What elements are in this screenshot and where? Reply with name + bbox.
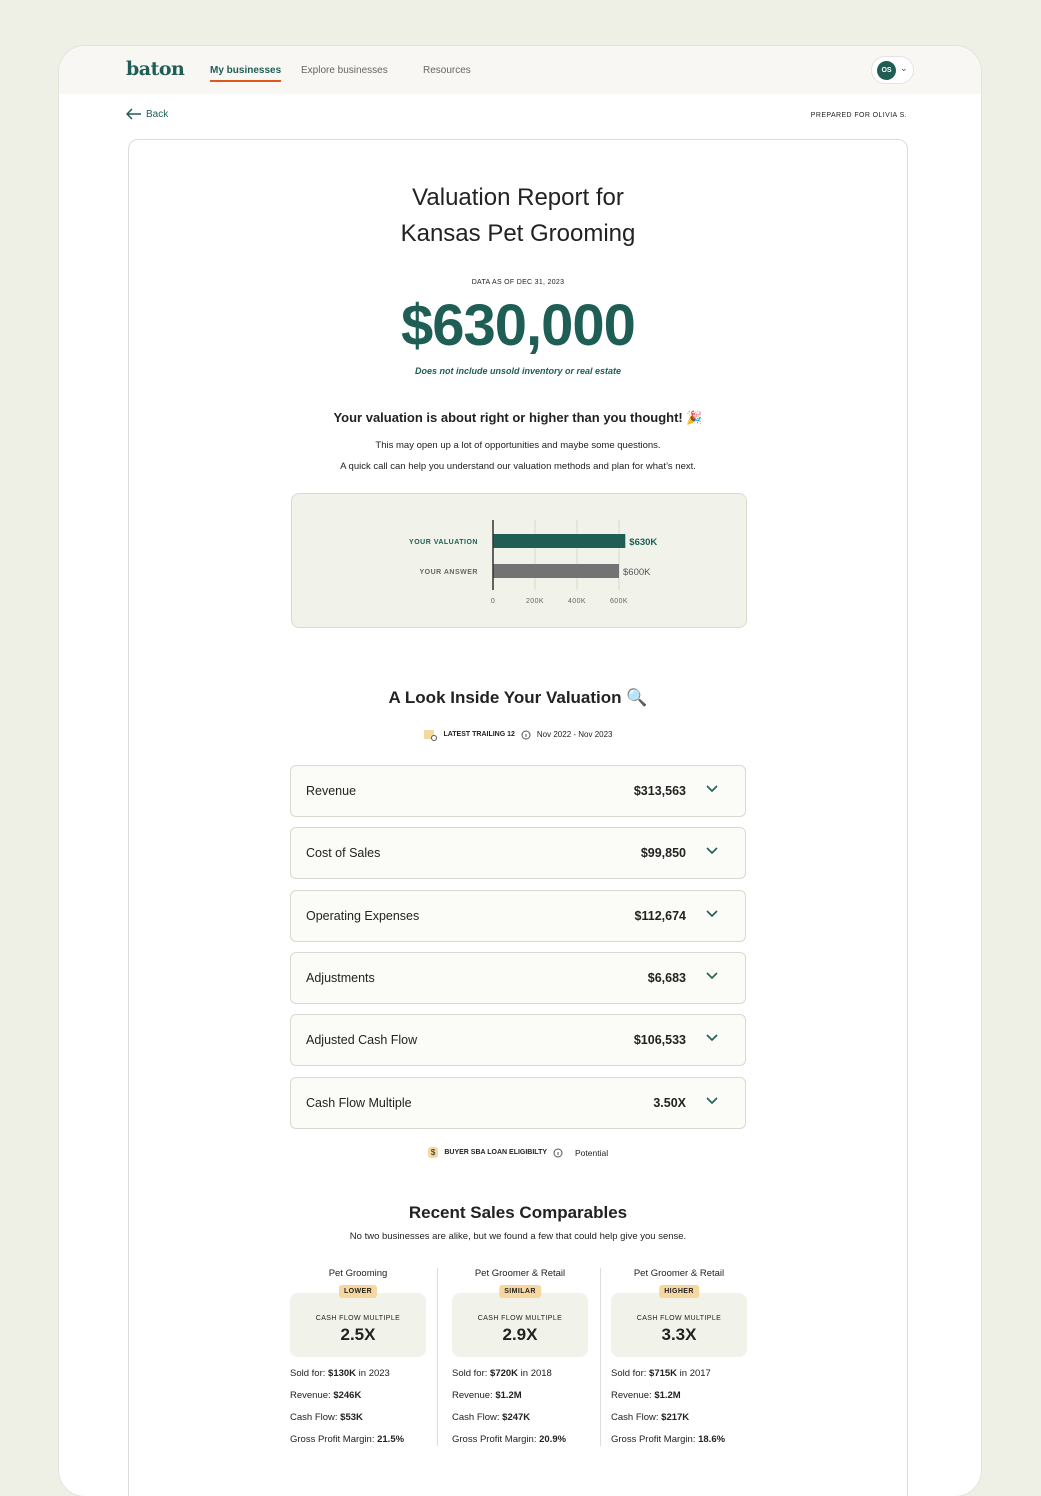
avatar: OS [877, 61, 896, 80]
x-tick-label: 200K [526, 598, 544, 605]
dollar-tag-icon: $ [428, 1147, 438, 1158]
trailing-label: LATEST TRAILING 12 [443, 731, 515, 738]
chevron-down-icon[interactable] [705, 969, 719, 983]
title-line-1: Valuation Report for [412, 184, 624, 211]
cash-flow: Cash Flow: $53K [290, 1412, 363, 1423]
multiple-value: 3.3X [661, 1325, 697, 1344]
trailing-period [129, 728, 907, 741]
trailing-range: Nov 2022 - Nov 2023 [536, 730, 613, 739]
gross-profit-margin: Gross Profit Margin: 18.6% [611, 1434, 726, 1445]
breakdown-row-cost-of-sales[interactable] [290, 827, 746, 879]
inside-title: A Look Inside Your Valuation 🔍 [388, 688, 648, 707]
comparable-name: Pet Grooming [328, 1268, 388, 1279]
prepared-for: PREPARED FOR OLIVIA S. [810, 112, 907, 119]
valuation-message: Your valuation is about right or higher than you thought! 🎉 [333, 410, 703, 425]
row-label: Cost of Sales [306, 846, 381, 861]
multiple-value: 2.5X [340, 1325, 376, 1344]
comparable-card [452, 1268, 588, 1445]
comparable-card [290, 1268, 426, 1445]
message-para-2: A quick call can help you understand our valuation methods and plan for what’s next. [340, 461, 696, 472]
breakdown-row-operating-expenses[interactable] [290, 890, 746, 942]
row-value: $112,674 [634, 908, 686, 923]
back-button[interactable] [126, 108, 168, 120]
x-tick-label: 400K [568, 598, 586, 605]
comparable-name: Pet Groomer & Retail [633, 1268, 725, 1279]
cfm-label: CASH FLOW MULTIPLE [315, 1315, 401, 1322]
app-window [59, 46, 981, 1496]
nav-my-businesses[interactable]: My businesses [210, 65, 282, 76]
chevron-down-icon: ⌄ [900, 63, 908, 73]
info-icon[interactable] [553, 1148, 563, 1158]
account-menu-button[interactable] [871, 56, 914, 84]
page-title [129, 180, 907, 252]
sold-for: Sold for: $130K in 2023 [290, 1368, 390, 1379]
nav-explore-businesses[interactable]: Explore businesses [301, 65, 388, 76]
category-label: YOUR ANSWER [419, 569, 478, 576]
info-icon[interactable] [521, 730, 531, 740]
logo[interactable]: baton [126, 58, 185, 80]
multiple-box [290, 1288, 426, 1357]
gross-profit-margin: Gross Profit Margin: 20.9% [452, 1434, 567, 1445]
valuation-amount: $630,000 [401, 293, 635, 358]
chevron-down-icon[interactable] [705, 844, 719, 858]
cfm-label: CASH FLOW MULTIPLE [636, 1315, 722, 1322]
cash-flow: Cash Flow: $217K [611, 1412, 690, 1423]
bar [493, 564, 619, 578]
comparable-card [611, 1268, 747, 1445]
row-label: Adjusted Cash Flow [306, 1033, 418, 1048]
divider [437, 1268, 438, 1446]
multiple-value: 2.9X [502, 1325, 538, 1344]
revenue: Revenue: $246K [290, 1390, 362, 1401]
back-label: Back [146, 108, 169, 120]
breakdown-row-cash-flow-multiple[interactable] [290, 1077, 746, 1129]
comparison-badge: HIGHER [659, 1285, 699, 1298]
chevron-down-icon[interactable] [705, 1094, 719, 1108]
nav-resources[interactable]: Resources [423, 65, 471, 76]
x-tick-label: 0 [490, 598, 496, 605]
valuation-chart [291, 493, 747, 628]
title-line-2: Kansas Pet Grooming [400, 220, 636, 247]
gross-profit-margin: Gross Profit Margin: 21.5% [290, 1434, 405, 1445]
row-value: $99,850 [640, 846, 686, 861]
report-card [128, 139, 908, 1496]
row-label: Adjustments [306, 970, 375, 985]
revenue: Revenue: $1.2M [611, 1390, 681, 1401]
value-label: $630K [629, 537, 658, 548]
sold-for: Sold for: $715K in 2017 [611, 1368, 711, 1379]
breakdown-row-adjustments[interactable] [290, 952, 746, 1004]
comparison-badge: LOWER [339, 1285, 377, 1298]
sba-eligibility [129, 1147, 907, 1158]
row-value: $6,683 [647, 970, 686, 985]
cfm-label: CASH FLOW MULTIPLE [477, 1315, 563, 1322]
bar [493, 534, 625, 548]
row-value: $313,563 [633, 784, 686, 798]
cash-flow: Cash Flow: $247K [452, 1412, 531, 1423]
row-label: Cash Flow Multiple [306, 1095, 412, 1110]
arrow-left-icon [126, 108, 142, 120]
sba-label: BUYER SBA LOAN ELIGIBILTY [444, 1149, 548, 1156]
chevron-down-icon[interactable] [705, 1031, 719, 1045]
valuation-note: Does not include unsold inventory or real estate [414, 366, 622, 376]
comparable-name: Pet Groomer & Retail [474, 1268, 566, 1279]
comparables-title: Recent Sales Comparables [408, 1203, 628, 1222]
breakdown-row-revenue[interactable] [290, 765, 746, 817]
multiple-box [452, 1288, 588, 1357]
message-para-1: This may open up a lot of opportunities and maybe some questions. [375, 440, 661, 451]
row-value: 3.50X [653, 1095, 686, 1110]
revenue: Revenue: $1.2M [452, 1390, 522, 1401]
data-as-of: DATA AS OF DEC 31, 2023 [471, 279, 565, 286]
divider [600, 1268, 601, 1446]
comparables-subtitle: No two businesses are alike, but we found a few that could help give you sense. [349, 1231, 687, 1242]
row-label: Revenue [306, 784, 357, 798]
row-label: Operating Expenses [306, 908, 420, 923]
calendar-icon [423, 728, 437, 741]
multiple-box [611, 1288, 747, 1357]
top-nav [59, 46, 981, 94]
sba-value: Potential [575, 1147, 609, 1158]
x-tick-label: 600K [610, 598, 628, 605]
category-label: YOUR VALUATION [409, 539, 478, 546]
chevron-down-icon[interactable] [705, 782, 719, 796]
sold-for: Sold for: $720K in 2018 [452, 1368, 552, 1379]
comparison-badge: SIMILAR [499, 1285, 541, 1298]
breakdown-row-adjusted-cash-flow[interactable] [290, 1014, 746, 1066]
row-value: $106,533 [633, 1033, 686, 1048]
value-label: $600K [623, 567, 651, 578]
chevron-down-icon[interactable] [705, 907, 719, 921]
